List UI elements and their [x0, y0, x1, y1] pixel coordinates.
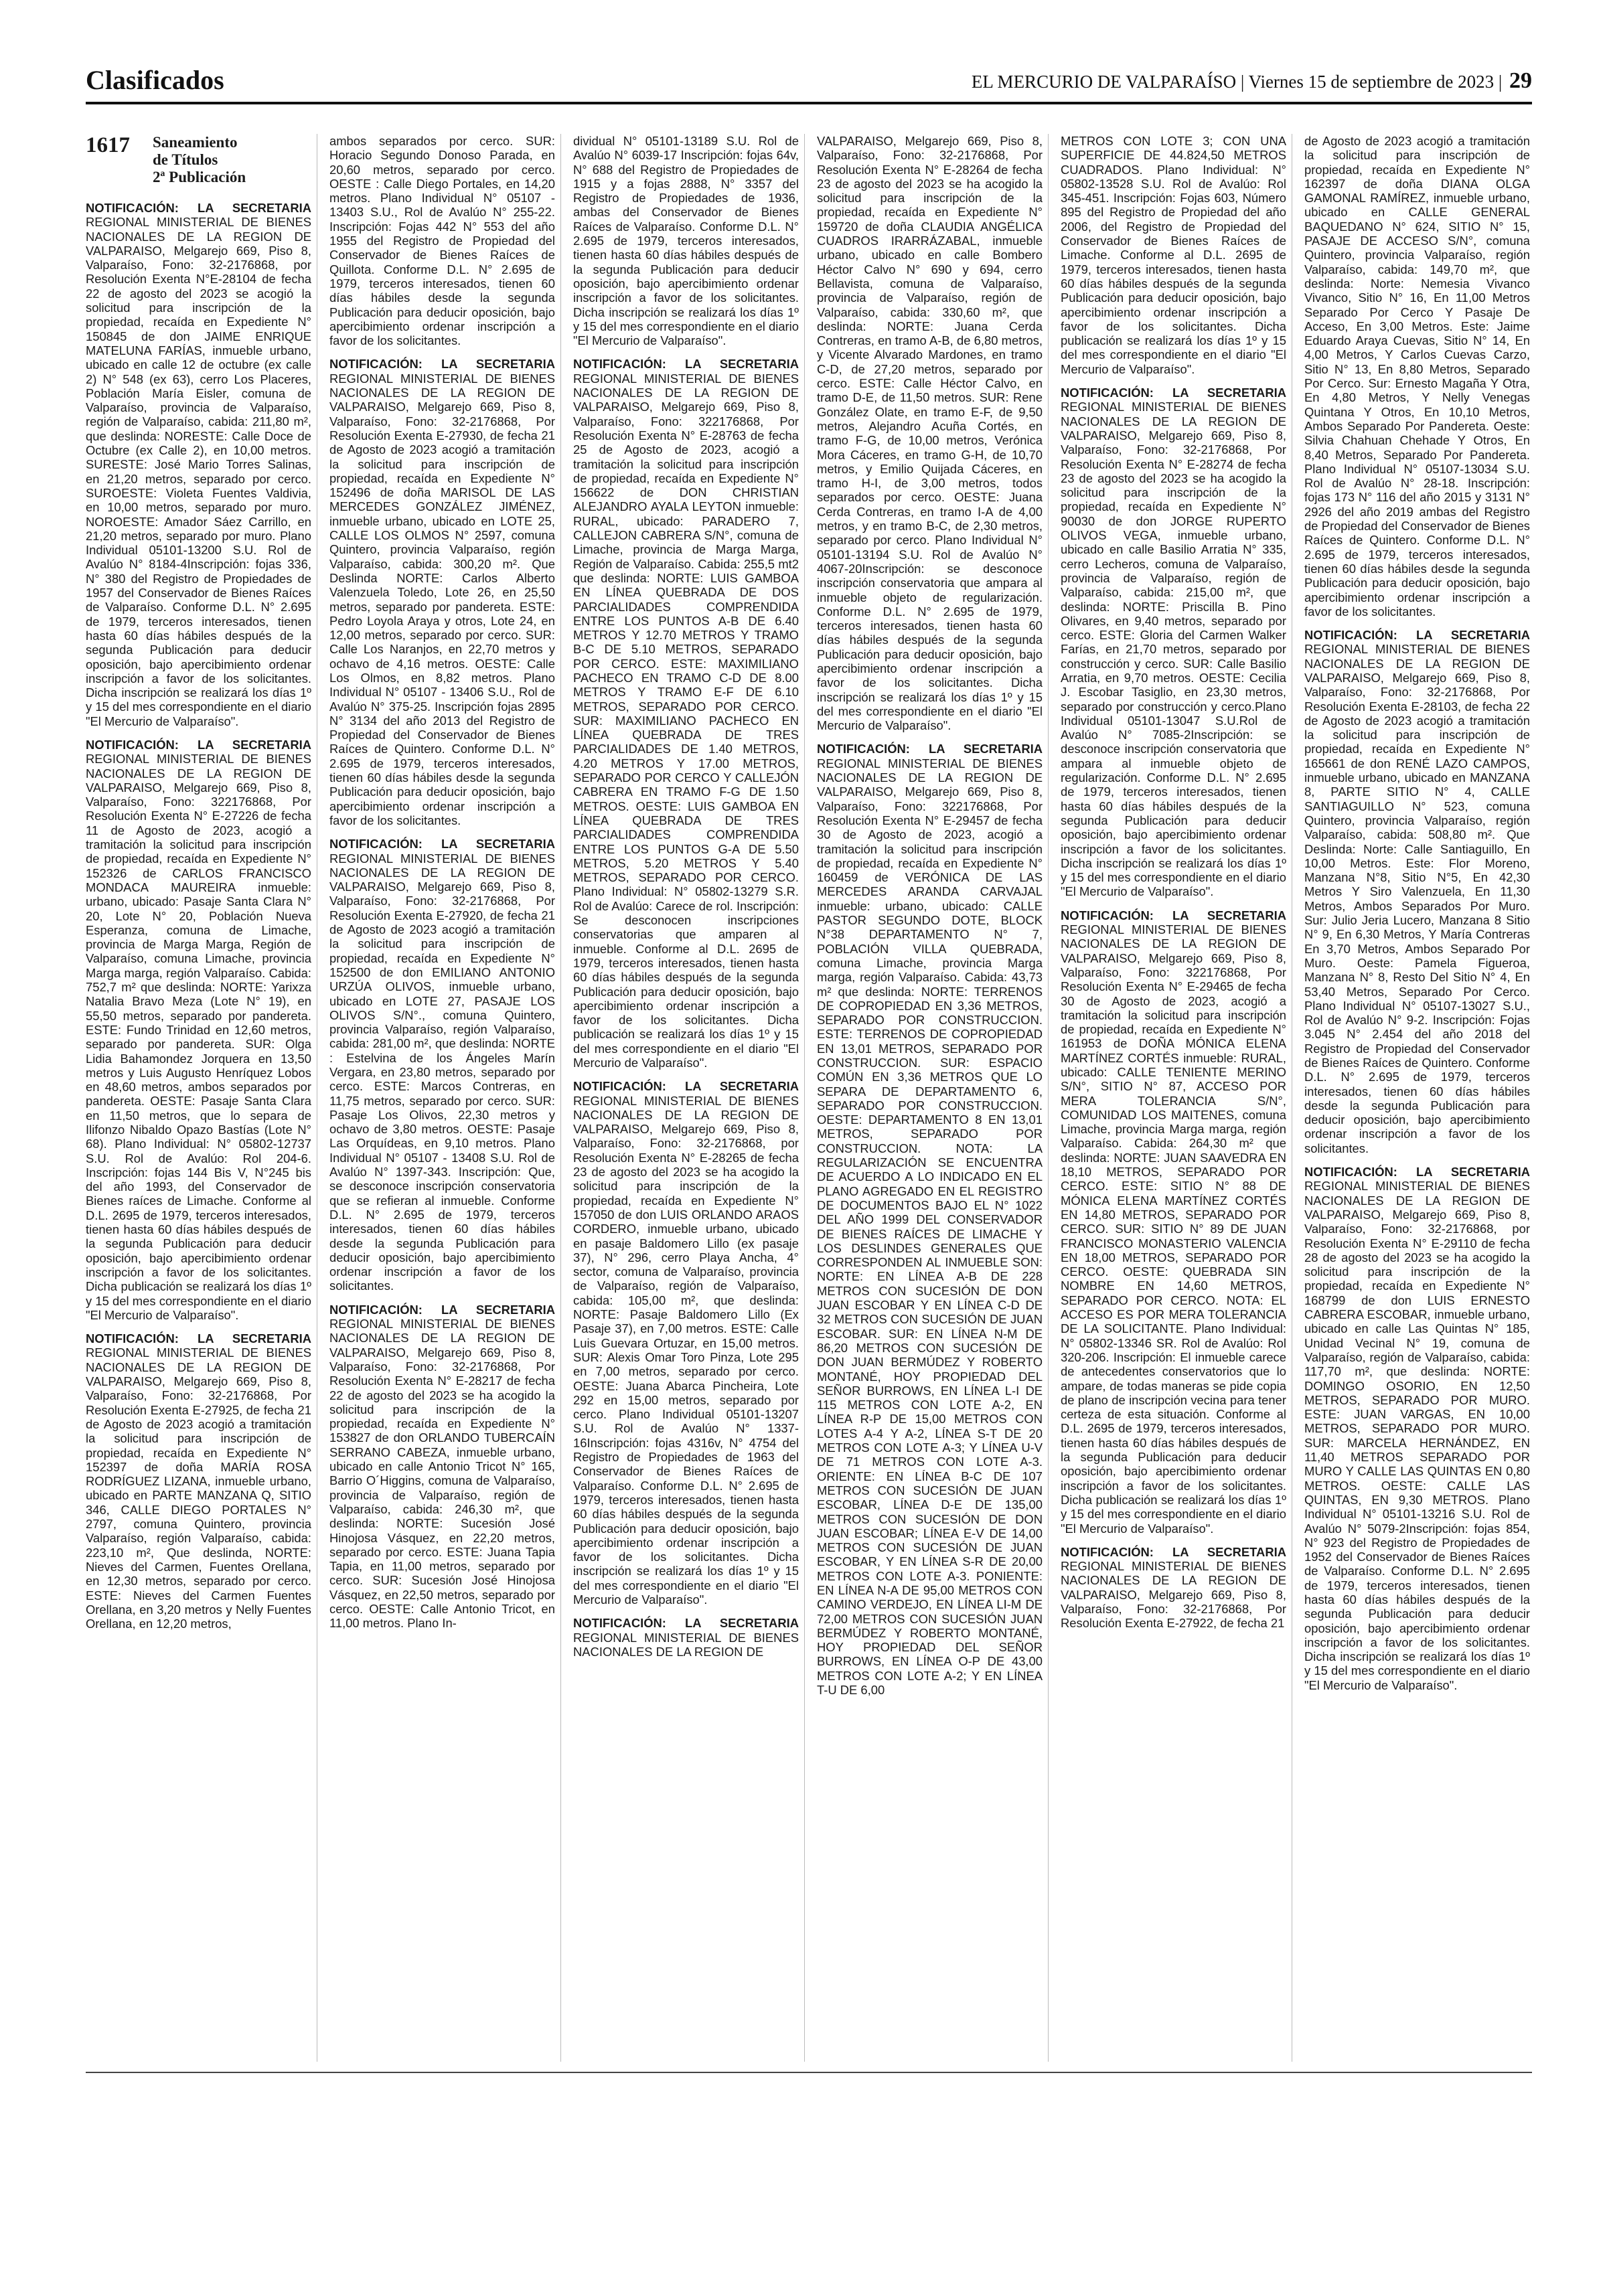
category-name — [153, 134, 246, 186]
notice — [1061, 386, 1286, 899]
notice-body: REGIONAL MINISTERIAL DE BIENES NACIONALES DE LA REGION DE VALPARAISO, Melgarejo 669, Piso 8, Valparaíso, Fono: 32-2176868, Por Resolución Exenta E-28103, de fecha 22 de Agosto de 2023 acogió a tramitación la solicitud para inscripción de propiedad, recaída en Expediente N° 165661 de don RENÉ LAZO CAMPOS, inmueble urbano, ubicado en MANZANA 8, PARTE SITIO N° 4, CALLE SANTIAGUILLO N° 523, comuna Quintero, provincia Valparaíso, región Valparaíso, cabida: 508,80 m². Que Deslinda: Norte: Calle Santiaguillo, En 10,00 Metros. Este: Flor Moreno, Manzana N°8, Sitio N°5, En 42,30 Metros Y Siro Valenzuela, En 11,30 Metros, Ambos Separados Por Muro. Sur: Julio Jeria Lucero, Manzana 8 Sitio N° 9, En 6,30 Metros, Y María Contreras En 3,70 Metros, Ambos Separado Por Muro. Oeste: Pamela Figueroa, Manzana N° 8, Resto Del Sitio N° 4, En 53,40 Metros, Separado Por Cerco. Plano Individual N° 05107-13027 S.U., Rol de Avalúo N° 9-2. Inscripción: Fojas 3.045 N° 2.454 del año 2018 del Registro de Propiedad del Conservador de Bienes Raíces de Quintero. Conforme D.L. N° 2.695 de 1979, terceros interesados, tienen 60 días hábiles desde la segunda Publicación para deducir oposición, bajo apercibimiento ordenar inscripción a favor de los solicitantes. — [1304, 642, 1530, 1155]
notice — [1304, 1165, 1530, 1692]
notice-lead: NOTIFICACIÓN: LA SECRETARIA — [573, 1616, 799, 1631]
masthead-divider: | — [1240, 72, 1249, 92]
notice — [817, 134, 1043, 732]
notice-lead: NOTIFICACIÓN: LA SECRETARIA — [329, 837, 555, 851]
section-title: Clasificados — [86, 65, 224, 95]
notice-body: REGIONAL MINISTERIAL DE BIENES NACIONALES DE LA REGION DE VALPARAISO, Melgarejo 669, Piso 8, Valparaíso, Fono: 32-2176868, Por Resolución Exenta E-27920, de fecha 21 de Agosto de 2023 acogió a tramitación la solicitud para inscripción de propiedad, recaída en Expediente N° 152500 de don EMILIANO ANTONIO URZÚA OLIVOS, inmueble urbano, ubicado en LOTE 27, PASAJE LOS OLIVOS S/N°., comuna Quintero, provincia Valparaíso, región Valparaíso, cabida: 281,00 m², que deslinda: NORTE : Estelvina de los Ángeles Marín Vergara, en 23,80 metros, separado por cerco. ESTE: Marcos Contreras, en 11,75 metros, separado por cerco. SUR: Pasaje Los Olivos, 22,30 metros y ochavo de 3,80 metros. OESTE: Pasaje Las Orquídeas, en 9,10 metros. Plano Individual N° 05107 - 13408 S.U. Rol de Avalúo N° 1397-343. Inscripción: Que, se desconoce inscripción conservatoria que se refieran al inmueble. Conforme D.L. N° 2.695 de 1979, terceros interesados, tienen 60 días hábiles desde la segunda Publicación para deducir oposición, bajo apercibimiento ordenar inscripción a favor de los solicitantes. — [329, 851, 555, 1293]
notice-body: REGIONAL MINISTERIAL DE BIENES NACIONALES DE LA REGION DE VALPARAISO, Melgarejo 669, Piso 8, Valparaíso, Fono: 322176868, Por Resolución Exenta N° E-28763 de fecha 25 de Agosto de 2023, acogió a tramitación la solicitud para inscripción de propiedad, recaída en Expediente N° 156622 de DON CHRISTIAN ALEJANDRO AYALA LEYTON inmueble: RURAL, ubicado: PARADERO 7, CALLEJON CABRERA S/N°, comuna de Limache, provincia de Marga Marga, Región de Valparaíso. Cabida: 255,5 mt2 que deslinda: NORTE: LUIS GAMBOA EN LÍNEA QUEBRADA DE DOS PARCIALIDADES COMPRENDIDA ENTRE LOS PUNTOS A-B DE 6.40 METROS Y 12.70 METROS Y TRAMO B-C DE 5.10 METROS, SEPARADO POR CERCO. ESTE: MAXIMILIANO PACHECO EN TRAMO C-D DE 8.00 METROS Y TRAMO E-F DE 6.10 METROS, SEPARADO POR CERCO. SUR: MAXIMILIANO PACHECO EN LÍNEA QUEBRADA DE TRES PARCIALIDADES DE 1.40 METROS, 4.20 METROS Y 17.00 METROS, SEPARADO POR CERCO Y CALLEJÓN CABRERA EN TRAMO F-G DE 1.50 METROS. OESTE: LUIS GAMBOA EN LÍNEA QUEBRADA DE TRES PARCIALIDADES COMPRENDIDA ENTRE LOS PUNTOS G-A DE 5.50 METROS, 5.20 METROS Y 5.40 METROS, SEPARADO POR CERCO. Plano Individual: N° 05802-13279 S.R. Rol de Avalúo: Carece de rol. Inscripción: Se desconocen inscripciones conservatorias que amparen al inmueble. Conforme al D.L. 2695 de 1979, terceros interesados, tienen hasta 60 días hábiles después de la segunda Publicación para deducir oposición, bajo apercibimiento ordenar inscripción a favor de los solicitantes. Dicha publicación se realizará los días 1º y 15 del mes correspondiente en el diario "El Mercurio de Valparaíso". — [573, 371, 799, 1070]
notice-body: REGIONAL MINISTERIAL DE BIENES NACIONALES DE LA REGION DE VALPARAISO, Melgarejo 669, Piso 8, Valparaíso, Fono: 32-2176868, Por Resolución Exenta E-27930, de fecha 21 de Agosto de 2023 acogió a tramitación la solicitud para inscripción de propiedad, recaída en Expediente N° 152496 de doña MARISOL DE LAS MERCEDES GONZÁLEZ JIMÉNEZ, inmueble urbano, ubicado en LOTE 25, CALLE LOS OLMOS N° 2597, comuna Quintero, provincia Valparaíso, región Valparaíso, cabida: 300,20 m². Que Deslinda NORTE: Carlos Alberto Valenzuela Toledo, Lote 26, en 25,50 metros, separado por pandereta. ESTE: Pedro Loyola Araya y otros, Lote 24, en 12,00 metros, separado por cerco. SUR: Calle Los Naranjos, en 22,70 metros y ochavo de 4,16 metros. OESTE: Calle Los Olmos, en 8,82 metros. Plano Individual N° 05107 - 13406 S.U., Rol de Avalúo N° 375-25. Inscripción fojas 2895 N° 3134 del año 2013 del Registro de Propiedad del Conservador de Bienes Raíces de Quintero. Conforme D.L. N° 2.695 de 1979, terceros interesados, tienen 60 días hábiles desde la segunda Publicación para deducir oposición, bajo apercibimiento ordenar inscripción a favor de los solicitantes. — [329, 371, 555, 827]
notice-body: de Agosto de 2023 acogió a tramitación la solicitud para inscripción de propiedad, recaída en Expediente N° 162397 de doña DIANA OLGA GAMONAL RAMÍREZ, inmueble urbano, ubicado en CALLE GENERAL BAQUEDANO N° 624, SITIO N° 15, PASAJE DE ACCESO S/N°, comuna Quintero, provincia Valparaíso, región Valparaíso, cabida: 149,70 m², que deslinda: Norte: Nemesia Vivanco Vivanco, Sitio N° 16, En 11,00 Metros Separado Por Cerco Y Pasaje De Acceso, En 3,00 Metros. Este: Jaime Eduardo Araya Cuevas, Sitio N° 14, En 4,00 Metros, Y Carlos Cuevas Carzo, Sitio N° 13, En 8,80 Metros, Separado Por Cerco. Sur: Ernesto Magaña Y Otra, En 4,80 Metros, Y Nelly Venegas Quintana Y Otros, En 10,10 Metros, Ambos Separado Por Pandereta. Oeste: Silvia Chahuan Chehade Y Otros, En 8,40 Metros, Separado Por Pandereta. Plano Individual N° 05107-13034 S.U. Rol de Avalúo N° 28-18. Inscripción: fojas 173 N° 116 del año 2015 y 3131 N° 2926 del año 2019 ambas del Registro de Propiedad del Conservador de Bienes Raíces de Quintero. Conforme D.L. N° 2.695 de 1979, terceros interesados, tienen 60 días hábiles desde la segunda Publicación para deducir oposición, bajo apercibimiento ordenar inscripción a favor de los solicitantes. — [1304, 134, 1530, 619]
column-4 — [817, 134, 1043, 2062]
notice-lead: NOTIFICACIÓN: LA SECRETARIA — [573, 357, 799, 372]
notice-body: REGIONAL MINISTERIAL DE BIENES NACIONALES DE LA REGION DE VALPARAISO, Melgarejo 669, Piso 8, Valparaíso, Fono: 32-2176868, Por Resolución Exenta E-27922, de fecha 21 — [1061, 1559, 1286, 1631]
notice-lead: NOTIFICACIÓN: LA SECRETARIA — [329, 357, 555, 372]
column-1 — [86, 134, 311, 2062]
notice — [1061, 134, 1286, 376]
notice — [1304, 134, 1530, 619]
notice — [573, 134, 799, 347]
notice — [573, 1616, 799, 1659]
notice — [817, 742, 1043, 1697]
category-name-line1: Saneamiento — [153, 134, 238, 151]
category-number: 1617 — [86, 134, 130, 157]
category-edition: 2ª Publicación — [153, 169, 246, 185]
notice-body: METROS CON LOTE 3; CON UNA SUPERFICIE DE 44.824,50 METROS CUADRADOS. Plano Individual: N° 05802-13528 S.U. Rol de Avalúo: Rol 345-451. Inscripción: Fojas 603, Número 895 del Registro de Propiedad del año 2006, del Registro de Propiedad del Conservador de Bienes Raíces de Limache. Conforme al D.L. 2695 de 1979, terceros interesados, tienen hasta 60 días hábiles después de la segunda Publicación para deducir oposición, bajo apercibimiento ordenar inscripción a favor de los solicitantes. Dicha publicación se realizará los días 1º y 15 del mes correspondiente en el diario "El Mercurio de Valparaíso". — [1061, 134, 1286, 376]
notice-lead: NOTIFICACIÓN: LA SECRETARIA — [86, 201, 311, 215]
notice-lead: NOTIFICACIÓN: LA SECRETARIA — [86, 1331, 311, 1346]
notice-body: dividual N° 05101-13189 S.U. Rol de Avalúo N° 6039-17 Inscripción: fojas 64v, N° 688 del Registro de Propiedades de 1915 y a fojas 2888, N° 3357 del Registro de Propiedades de 1936, ambas del Conservador de Bienes Raíces de Valparaíso. Conforme D.L. N° 2.695 de 1979, terceros interesados, tienen hasta 60 días hábiles después de la segunda Publicación para deducir oposición, bajo apercibimiento ordenar inscripción a favor de los solicitantes. Dicha inscripción se realizará los días 1º y 15 del mes correspondiente en el diario "El Mercurio de Valparaíso". — [573, 134, 799, 348]
notice-lead: NOTIFICACIÓN: LA SECRETARIA — [329, 1302, 555, 1317]
notice-body: REGIONAL MINISTERIAL DE BIENES NACIONALES DE LA REGION DE VALPARAISO, Melgarejo 669, Piso 8, Valparaíso, Fono: 32-2176868, Por Resolución Exenta N° E-28217 de fecha 22 de agosto del 2023 se ha acogido la solicitud para inscripción de la propiedad, recaída en Expediente N° 153827 de don ORLANDO TUBERCAÍN SERRANO CABEZA, inmueble urbano, ubicado en calle Antonio Tricot N° 165, Barrio O´Higgins, comuna de Valparaíso, provincia de Valparaíso, región de Valparaíso, cabida: 246,30 m², que deslinda: NORTE: Sucesión José Hinojosa Vásquez, en 22,20 metros, separado por cerco. ESTE: Juana Tapia Tapia, en 11,00 metros, separado por cerco. SUR: Sucesión José Hinojosa Vásquez, en 22,50 metros, separado por cerco. OESTE: Calle Antonio Tricot, en 11,00 metros. Plano In- — [329, 1317, 555, 1631]
notice — [1304, 628, 1530, 1155]
notice-body: ambos separados por cerco. SUR: Horacio Segundo Donoso Parada, en 20,60 metros, separado por cerco. OESTE : Calle Diego Portales, en 14,20 metros. Plano Individual N° 05107 - 13403 S.U., Rol de Avalúo N° 255-22. Inscripción: Fojas 442 N° 553 del año 1955 del Registro de Propiedad del Conservador de Bienes Raíces de Quillota. Conforme D.L. N° 2.695 de 1979, terceros interesados, tienen 60 días hábiles desde la segunda Publicación para deducir oposición, bajo apercibimiento ordenar inscripción a favor de los solicitantes. — [329, 134, 555, 348]
category-heading — [86, 134, 311, 186]
column-6 — [1304, 134, 1530, 2062]
notice — [329, 837, 555, 1293]
page-header — [86, 62, 1532, 104]
notice-body: REGIONAL MINISTERIAL DE BIENES NACIONALES DE LA REGION DE VALPARAISO, Melgarejo 669, Piso 8, Valparaíso, Fono: 32-2176868, por Resolución Exenta N°E-28104 de fecha 22 de agosto del 2023 se acogió la solicitud para inscripción de la propiedad, recaída en Expediente N° 150845 de don JAIME ENRIQUE MATELUNA FARÍAS, inmueble urbano, ubicado en calle 12 de octubre (ex calle 2) N° 548 (ex 63), cerro Los Placeres, Población María Eisler, comuna de Valparaíso, provincia de Valparaíso, región de Valparaíso, cabida: 211,80 m², que deslinda: NORESTE: Calle Doce de Octubre (ex Calle 2), en 10,00 metros. SURESTE: José Mario Torres Salinas, en 21,20 metros, separado por cerco. SUROESTE: Violeta Fuentes Valdivia, en 10,00 metros, separado por muro. NOROESTE: Amador Sáez Carrillo, en 21,20 metros, separado por muro. Plano Individual 05101-13200 S.U. Rol de Avalúo N° 8184-4Inscripción: fojas 336, N° 380 del Registro de Propiedades de 1957 del Conservador de Bienes Raíces de Valparaíso. Conforme D.L. N° 2.695 de 1979, terceros interesados, tienen hasta 60 días hábiles después de la segunda Publicación para deducir oposición, bajo apercibimiento ordenar inscripción a favor de los solicitantes. Dicha inscripción se realizará los días 1º y 15 del mes correspondiente en el diario "El Mercurio de Valparaíso". — [86, 215, 311, 728]
notice — [573, 357, 799, 1070]
notice-lead: NOTIFICACIÓN: LA SECRETARIA — [1304, 628, 1530, 643]
notice-lead: NOTIFICACIÓN: LA SECRETARIA — [817, 742, 1043, 756]
notice-body: REGIONAL MINISTERIAL DE BIENES NACIONALES DE LA REGION DE VALPARAISO, Melgarejo 669, Piso 8, Valparaíso, Fono: 32-2176868, Por Resolución Exenta E-27925, de fecha 21 de Agosto de 2023 acogió a tramitación la solicitud para inscripción de propiedad, recaída en Expediente N° 152397 de doña MARÍA ROSA RODRÍGUEZ LIZANA, inmueble urbano, ubicado en PARTE MANZANA Q, SITIO 346, CALLE DIEGO PORTALES N° 2797, comuna Quintero, provincia Valparaíso, región Valparaíso, cabida: 223,10 m², Que deslinda, NORTE: Nieves del Carmen, Fuentes Orellana, en 12,30 metros, separado por cerco. ESTE: Nieves del Carmen Fuentes Orellana, en 3,20 metros y Nelly Fuentes Orellana, en 12,20 metros, — [86, 1345, 311, 1631]
notice-lead: NOTIFICACIÓN: LA SECRETARIA — [1304, 1165, 1530, 1179]
column-2 — [329, 134, 555, 2062]
category-name-line2: de Títulos — [153, 151, 218, 168]
notice-lead: NOTIFICACIÓN: LA SECRETARIA — [573, 1079, 799, 1094]
notice — [86, 738, 311, 1322]
notice — [1061, 908, 1286, 1536]
notice-body: REGIONAL MINISTERIAL DE BIENES NACIONALES DE LA REGION DE — [573, 1630, 799, 1659]
page-number: 29 — [1509, 68, 1532, 93]
issue-date: Viernes 15 de septiembre de 2023 — [1248, 72, 1495, 92]
notice-body: VALPARAISO, Melgarejo 669, Piso 8, Valparaíso, Fono: 32-2176868, Por Resolución Exenta N° E-28264 de fecha 23 de agosto del 2023 se ha acogido la solicitud para inscripción de la propiedad, recaída en Expediente N° 159720 de doña CLAUDIA ANGÉLICA CUADROS IRARRÁZABAL, inmueble urbano, ubicado en calle Bombero Héctor Calvo N° 690 y 694, cerro Bellavista, comuna de Valparaíso, provincia de Valparaíso, región de Valparaíso, cabida: 330,60 m², que deslinda: NORTE: Juana Cerda Contreras, en tramo A-B, de 6,80 metros, y Vicente Alvarado Mardones, en tramo C-D, de 27,20 metros, separado por cerco. ESTE: Calle Héctor Calvo, en tramo D-E, de 11,50 metros. SUR: Rene González Olate, en tramo E-F, de 9,50 metros, Alejandro Acuña Cortés, en tramo F-G, de 10,00 metros, Verónica Mora Cáceres, en tramo G-H, de 10,70 metros, y Emilio Quijada Cáceres, en tramo H-I, de 3,00 metros, todos separados por cerco. OESTE: Juana Cerda Contreras, en tramo I-A de 4,00 metros, y en tramo B-C, de 2,30 metros, separado por cerco. Plano Individual N° 05101-13194 S.U. Rol de Avalúo N° 4067-20Inscripción: se desconoce inscripción conservatoria que ampara al inmueble objeto de regularización. Conforme D.L. N° 2.695 de 1979, terceros interesados, tienen hasta 60 días hábiles después de la segunda Publicación para deducir oposición, bajo apercibimiento ordenar inscripción a favor de los solicitantes. Dicha inscripción se realizará los días 1º y 15 del mes correspondiente en el diario "El Mercurio de Valparaíso". — [817, 134, 1043, 733]
notice — [329, 134, 555, 347]
column-5 — [1061, 134, 1286, 2062]
classifieds-columns — [86, 134, 1532, 2062]
notice-body: REGIONAL MINISTERIAL DE BIENES NACIONALES DE LA REGION DE VALPARAISO, Melgarejo 669, Piso 8, Valparaíso, Fono: 32-2176868, por Resolución Exenta N° E-29110 de fecha 28 de agosto del 2023 se ha acogido la solicitud para inscripción de la propiedad, recaída en Expediente N° 168799 de don LUIS ERNESTO CABRERA ESCOBAR, inmueble urbano, ubicado en calle Las Quintas N° 185, Unidad Vecinal N° 19, comuna de Valparaíso, región de Valparaíso, cabida: 117,70 m², que deslinda: NORTE: DOMINGO OSORIO, EN 12,50 METROS, SEPARADO POR MURO. ESTE: JUAN VARGAS, EN 10,00 METROS, SEPARADO POR MURO. SUR: MARCELA HERNÁNDEZ, EN 11,40 METROS SEPARADO POR MURO Y CALLE LAS QUINTAS EN 0,80 METROS. OESTE: CALLE LAS QUINTAS, EN 9,30 METROS. Plano Individual N° 05101-13216 S.U. Rol de Avalúo N° 5079-2Inscripción: fojas 854, N° 923 del Registro de Propiedades de 1952 del Conservador de Bienes Raíces de Valparaíso. Conforme D.L. N° 2.695 de 1979, terceros interesados, tienen hasta 60 días hábiles después de la segunda Publicación para deducir oposición, bajo apercibimiento ordenar inscripción a favor de los solicitantes. Dicha inscripción se realizará los días 1º y 15 del mes correspondiente en el diario "El Mercurio de Valparaíso". — [1304, 1179, 1530, 1692]
bottom-rule — [86, 2072, 1532, 2073]
notice — [573, 1079, 799, 1607]
column-3 — [573, 134, 799, 2062]
notice-body: REGIONAL MINISTERIAL DE BIENES NACIONALES DE LA REGION DE VALPARAISO, Melgarejo 669, Piso 8, Valparaíso, Fono: 32-2176868, Por Resolución Exenta N° E-28274 de fecha 23 de agosto del 2023 se ha acogido la solicitud para inscripción de la propiedad, recaída en Expediente N° 90030 de don JORGE RUPERTO OLIVOS VEGA, inmueble urbano, ubicado en calle Basilio Arratia N° 335, cerro Lecheros, comuna de Valparaíso, provincia de Valparaíso, región de Valparaíso, cabida: 215,00 m², que deslinda: NORTE: Priscilla B. Pino Olivares, en 9,40 metros, separado por cerco. ESTE: Gloria del Carmen Walker Farías, en 21,70 metros, separado por construcción y cerco. SUR: Calle Basilio Arratia, en 9,70 metros. OESTE: Cecilia J. Escobar Tasiglio, en 23,30 metros, separado por construcción y cerco.Plano Individual 05101-13047 S.U.Rol de Avalúo N° 7085-2Inscripción: se desconoce inscripción conservatoria que ampara al inmueble objeto de regularización. Conforme D.L. N° 2.695 de 1979, terceros interesados, tienen hasta 60 días hábiles después de la segunda Publicación para deducir oposición, bajo apercibimiento ordenar inscripción a favor de los solicitantes. Dicha inscripción se realizará los días 1º y 15 del mes correspondiente en el diario "El Mercurio de Valparaíso". — [1061, 400, 1286, 899]
notice-lead: NOTIFICACIÓN: LA SECRETARIA — [1061, 386, 1286, 400]
notice — [329, 357, 555, 827]
notice-lead: NOTIFICACIÓN: LA SECRETARIA — [1061, 908, 1286, 922]
notice-body: REGIONAL MINISTERIAL DE BIENES NACIONALES DE LA REGION DE VALPARAISO, Melgarejo 669, Piso 8, Valparaíso, Fono: 322176868, Por Resolución Exenta N° E-27226 de fecha 11 de Agosto de 2023, acogió a tramitación la solicitud para inscripción de propiedad, recaída en Expediente N° 152326 de CARLOS FRANCISCO MONDACA MAUREIRA inmueble: urbano, ubicado: Pasaje Santa Clara N° 20, Lote N° 20, Población Nueva Esperanza, comuna de Limache, provincia de Marga Marga, Región de Valparaíso, comuna Limache, provincia Marga marga, región Valparaíso. Cabida: 752,7 m² que deslinda: NORTE: Yarixza Natalia Bravo Meza (Lote N° 19), en 55,50 metros, separado por pandereta. ESTE: Fundo Trinidad en 12,60 metros, separado por pandereta. SUR: Olga Lidia Bahamondez Jorquera en 13,50 metros y Luis Augusto Henríquez Lobos en 48,60 metros, ambos separados por pandereta. OESTE: Pasaje Santa Clara en 11,50 metros, que lo separa de Ilifonzo Nibaldo Opazo Bastías (Lote N° 68). Plano Individual: N° 05802-12737 S.U. Rol de Avalúo: Rol 204-6. Inscripción: fojas 144 Bis V, N°245 bis del año 1993, del Conservador de Bienes raíces de Limache. Conforme al D.L. 2695 de 1979, terceros interesados, tienen hasta 60 días hábiles después de la segunda Publicación para deducir oposición, bajo apercibimiento ordenar inscripción a favor de los solicitantes. Dicha publicación se realizará los días 1º y 15 del mes correspondiente en el diario "El Mercurio de Valparaíso". — [86, 752, 311, 1322]
notice-lead: NOTIFICACIÓN: LA SECRETARIA — [1061, 1544, 1286, 1559]
masthead-divider: | — [1498, 72, 1503, 92]
notice-lead: NOTIFICACIÓN: LA SECRETARIA — [86, 737, 311, 752]
notice — [1061, 1545, 1286, 1631]
notice-body: REGIONAL MINISTERIAL DE BIENES NACIONALES DE LA REGION DE VALPARAISO, Melgarejo 669, Piso 8, Valparaíso, Fono: 32-2176868, por Resolución Exenta N° E-28265 de fecha 23 de agosto del 2023 se ha acogido la solicitud para inscripción de la propiedad, recaída en Expediente N° 157050 de don LUIS ORLANDO ARAOS CORDERO, inmueble urbano, ubicado en pasaje Baldomero Lillo (ex pasaje 37), N° 296, cerro Playa Ancha, 4° sector, comuna de Valparaíso, provincia de Valparaíso, región de Valparaíso, cabida: 105,00 m², que deslinda: NORTE: Pasaje Baldomero Lillo (Ex Pasaje 37), en 7,00 metros. ESTE: Calle Luis Guevara Ortuzar, en 15,00 metros. SUR: Alexis Omar Toro Pinza, Lote 295 en 7,00 metros, separado por cerco. OESTE: Juana Abarca Pincheira, Lote 292 en 15,00 metros, separado por cerco. Plano Individual 05101-13207 S.U. Rol de Avalúo N° 1337-16Inscripción: fojas 4316v, N° 4754 del Registro de Propiedades de 1963 del Conservador de Bienes Raíces de Valparaíso. Conforme D.L. N° 2.695 de 1979, terceros interesados, tienen hasta 60 días hábiles después de la segunda Publicación para deducir oposición, bajo apercibimiento ordenar inscripción a favor de los solicitantes. Dicha inscripción se realizará los días 1º y 15 del mes correspondiente en el diario "El Mercurio de Valparaíso". — [573, 1093, 799, 1607]
notice-body: REGIONAL MINISTERIAL DE BIENES NACIONALES DE LA REGION DE VALPARAISO, Melgarejo 669, Piso 8, Valparaíso, Fono: 322176868, Por Resolución Exenta N° E-29457 de fecha 30 de Agosto de 2023, acogió a tramitación la solicitud para inscripción de propiedad, recaída en Expediente N° 160459 de VERÓNICA DE LAS MERCEDES ARANDA CARVAJAL inmueble: urbano, ubicado: CALLE PASTOR SEGUNDO DOTE, BLOCK N°38 DEPARTAMENTO N° 7, POBLACIÓN VILLA QUEBRADA, comuna Limache, provincia Marga marga, región Valparaíso. Cabida: 43,73 m² que deslinda: NORTE: TERRENOS DE COPROPIEDAD EN 3,36 METROS, SEPARADO POR CONSTRUCCION. ESTE: TERRENOS DE COPROPIEDAD EN 13,01 METROS, SEPARADO POR CONSTRUCCION. SUR: ESPACIO COMÚN EN 3,36 METROS QUE LO SEPARA DE DEPARTAMENTO 6, SEPARADO POR CONSTRUCCION. OESTE: DEPARTAMENTO 8 EN 13,01 METROS, SEPARADO POR CONSTRUCCION. NOTA: LA REGULARIZACIÓN SE ENCUENTRA DE ACUERDO A LO INDICADO EN EL PLANO AGREGADO EN EL REGISTRO DE DOCUMENTOS BAJO EL N° 1022 DEL AÑO 1999 DEL CONSERVADOR DE BIENES RAÍCES DE LIMACHE Y LOS DESLINDES GENERALES QUE CORRESPONDEN AL INMUEBLE SON: NORTE: EN LÍNEA A-B DE 228 METROS CON SUCESIÓN DE DON JUAN ESCOBAR Y EN LÍNEA C-D DE 32 METROS CON SUCESIÓN DE JUAN ESCOBAR. SUR: EN LÍNEA N-M DE 86,20 METROS CON SUCESIÓN DE DON JUAN BERMÚDEZ Y ROBERTO MONTANÉ, HOY PROPIEDAD DEL SEÑOR BURROWS, EN LÍNEA L-I DE 115 METROS CON LOTE A-2, EN LÍNEA R-P DE 15,00 METROS CON LOTES A-4 Y A-2, LÍNEA S-T DE 20 METROS CON LOTE A-3; Y LÍNEA U-V DE 71 METROS CON LOTE A-3. ORIENTE: EN LÍNEA B-C DE 107 METROS CON SUCESIÓN DE JUAN ESCOBAR, LÍNEA D-E DE 135,00 METROS CON SUCESIÓN DE DON JUAN ESCOBAR; LÍNEA E-V DE 14,00 METROS CON SUCESIÓN DE JUAN ESCOBAR, Y EN LÍNEA S-R DE 20,00 METROS CON LOTE A-3. PONIENTE: EN LÍNEA N-A DE 95,00 METROS CON CAMINO VERDEJO, EN LÍNEA LI-M DE 72,00 METROS CON SUCESIÓN JUAN BERMÚDEZ Y ROBERTO MONTANÉ, HOY PROPIEDAD DEL SEÑOR BURROWS, EN LÍNEA O-P DE 43,00 METROS CON LOTE A-2; Y EN LÍNEA T-U DE 6,00 — [817, 756, 1043, 1698]
notice — [86, 201, 311, 728]
newspaper-name: EL MERCURIO DE VALPARAÍSO — [971, 72, 1237, 92]
notice — [329, 1303, 555, 1631]
masthead — [972, 68, 1532, 94]
notice-body: REGIONAL MINISTERIAL DE BIENES NACIONALES DE LA REGION DE VALPARAISO, Melgarejo 669, Piso 8, Valparaíso, Fono: 322176868, Por Resolución Exenta N° E-29465 de fecha 30 de Agosto de 2023, acogió a tramitación la solicitud para inscripción de propiedad, recaída en Expediente N° 161953 de DOÑA MÓNICA ELENA MARTÍNEZ CORTÉS inmueble: RURAL, ubicado: CALLE TENIENTE MERINO S/N°, SITIO N° 87, ACCESO POR MERA TOLERANCIA S/N°, COMUNIDAD LOS MAITENES, comuna Limache, provincia Marga marga, región Valparaíso. Cabida: 264,30 m² que deslinda: NORTE: JUAN SAAVEDRA EN 18,10 METROS, SEPARADO POR CERCO. ESTE: SITIO N° 88 DE MÓNICA ELENA MARTÍNEZ CORTÉS EN 14,80 METROS, SEPARADO POR CERCO. SUR: SITIO N° 89 DE JUAN FRANCISCO MONASTERIO VALENCIA EN 18,00 METROS, SEPARADO POR CERCO. OESTE: QUEBRADA SIN NOMBRE EN 14,60 METROS, SEPARADO POR CERCO. NOTA: EL ACCESO ES POR MERA TOLERANCIA DE LA SOLICITANTE. Plano Individual: N° 05802-13346 SR. Rol de Avalúo: Rol 320-206. Inscripción: El inmueble carece de antecedentes conservatorios que lo ampare, de todas maneras se pide copia de plano de inscripción vecina para tener certeza de esta situación. Conforme al D.L. 2695 de 1979, terceros interesados, tienen hasta 60 días hábiles después de la segunda Publicación para deducir oposición, bajo apercibimiento ordenar inscripción a favor de los solicitantes. Dicha publicación se realizará los días 1º y 15 del mes correspondiente en el diario "El Mercurio de Valparaíso". — [1061, 922, 1286, 1536]
notice — [86, 1331, 311, 1631]
